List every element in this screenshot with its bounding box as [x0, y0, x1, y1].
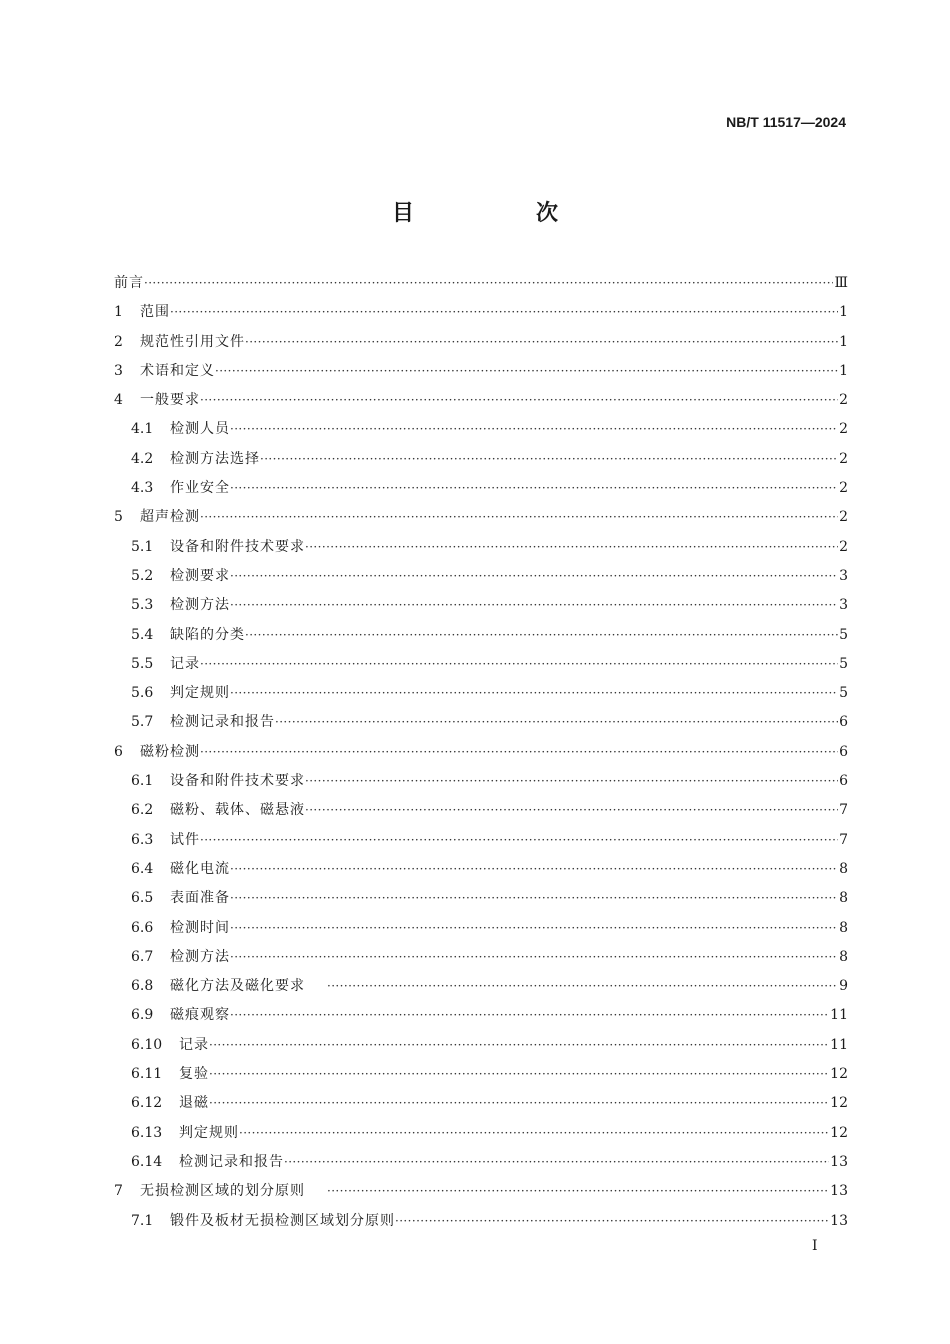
toc-entry-label: 磁化方法及磁化要求	[170, 978, 305, 995]
toc-entry-page: 2	[839, 538, 848, 555]
toc-entry-number: 5.4	[131, 626, 154, 643]
toc-entry[interactable]	[114, 914, 848, 943]
toc-entry-label: 检测人员	[170, 421, 230, 438]
toc-entry-label: 术语和定义	[140, 362, 215, 379]
toc-entry-number: 6.8	[131, 978, 154, 995]
toc-entry-number: 1	[114, 304, 123, 321]
toc-leader-dots	[245, 328, 838, 357]
standard-code: NB/T 11517—2024	[726, 114, 846, 130]
toc-entry-page: 8	[839, 890, 848, 907]
toc-leader-dots	[230, 591, 838, 620]
toc-leader-dots	[230, 415, 838, 444]
toc-entry-page: Ⅲ	[834, 275, 848, 291]
toc-leader-dots	[327, 1177, 829, 1206]
toc-entry[interactable]	[114, 1031, 848, 1060]
toc-entry-number: 5.6	[131, 685, 154, 702]
toc-entry-number: 5.2	[131, 567, 154, 584]
toc-entry-page: 3	[839, 597, 848, 614]
toc-entry-page: 8	[839, 948, 848, 965]
toc-entry[interactable]	[114, 796, 848, 825]
toc-entry-label: 退磁	[179, 1095, 209, 1112]
toc-entry[interactable]	[114, 386, 848, 415]
toc-leader-dots	[230, 914, 838, 943]
toc-leader-dots	[170, 298, 838, 327]
toc-entry[interactable]	[114, 943, 848, 972]
toc-entry-page: 6	[839, 743, 848, 760]
toc-entry-page: 2	[839, 480, 848, 497]
toc-entry-page: 13	[830, 1212, 848, 1229]
toc-entry-number: 7	[114, 1183, 123, 1200]
toc-entry-page: 13	[830, 1183, 848, 1200]
toc-entry-label: 检测时间	[170, 919, 230, 936]
toc-entry-page: 2	[839, 450, 848, 467]
toc-entry-label: 磁化电流	[170, 860, 230, 877]
page-number: Ⅰ	[812, 1238, 818, 1254]
toc-entry-label: 判定规则	[170, 685, 230, 702]
toc-entry-page: 2	[839, 509, 848, 526]
toc-entry-label: 记录	[179, 1036, 209, 1053]
toc-entry-page: 5	[839, 655, 848, 672]
toc-leader-dots	[200, 503, 838, 532]
toc-entry-page: 2	[839, 421, 848, 438]
toc-entry[interactable]	[114, 767, 848, 796]
toc-entry-label: 试件	[170, 831, 200, 848]
toc-leader-dots	[245, 621, 838, 650]
toc-entry-number: 4.3	[131, 480, 154, 497]
toc-entry-label: 无损检测区域的划分原则	[140, 1183, 305, 1200]
toc-entry-page: 7	[839, 831, 848, 848]
toc-entry[interactable]	[114, 621, 848, 650]
toc-leader-dots	[260, 445, 838, 474]
toc-entry-label: 检测记录和报告	[170, 714, 275, 731]
toc-entry-page: 1	[839, 362, 848, 379]
toc-entry-number: 2	[114, 333, 123, 350]
toc-entry-page: 11	[830, 1007, 848, 1024]
toc-entry-label: 前言	[114, 275, 144, 291]
toc-entry-number: 6.10	[131, 1036, 163, 1053]
toc-entry[interactable]	[114, 533, 848, 562]
toc-entry-page: 8	[839, 919, 848, 936]
toc-entry-page: 5	[839, 626, 848, 643]
toc-entry-label: 一般要求	[140, 392, 200, 409]
toc-entry-page: 8	[839, 860, 848, 877]
toc-entry-page: 5	[839, 685, 848, 702]
toc-entry-label: 范围	[140, 304, 170, 321]
toc-entry[interactable]	[114, 826, 848, 855]
toc-entry-number: 6.4	[131, 860, 154, 877]
toc-leader-dots	[230, 474, 838, 503]
toc-entry-number: 6.3	[131, 831, 154, 848]
toc-entry-label: 规范性引用文件	[140, 333, 245, 350]
toc-leader-dots	[230, 1001, 829, 1030]
toc-entry-label: 磁粉检测	[140, 743, 200, 760]
toc-entry[interactable]	[114, 591, 848, 620]
toc-leader-dots	[327, 972, 838, 1001]
toc-entry-page: 13	[830, 1153, 848, 1170]
toc-entry-number: 6.5	[131, 890, 154, 907]
toc-entry-page: 7	[839, 802, 848, 819]
toc-entry-number: 5.7	[131, 714, 154, 731]
toc-entry-page: 12	[830, 1124, 848, 1141]
toc-entry-label: 作业安全	[170, 480, 230, 497]
toc-entry-number: 7.1	[131, 1212, 154, 1229]
toc-leader-dots	[209, 1089, 829, 1118]
toc-entry[interactable]	[114, 679, 848, 708]
toc-entry[interactable]	[114, 357, 848, 386]
toc-entry-label: 设备和附件技术要求	[170, 538, 305, 555]
page-title: 目 次	[391, 201, 608, 226]
toc-entry-number: 4.1	[131, 421, 154, 438]
toc-entry-label: 设备和附件技术要求	[170, 773, 305, 790]
toc-entry[interactable]	[114, 503, 848, 532]
toc-entry-label: 磁粉、载体、磁悬液	[170, 802, 305, 819]
toc-leader-dots	[144, 269, 833, 298]
toc-entry[interactable]	[114, 1089, 848, 1118]
toc-leader-dots	[275, 708, 838, 737]
toc-entry-label: 检测方法	[170, 597, 230, 614]
toc-entry-page: 11	[830, 1036, 848, 1053]
toc-entry[interactable]	[114, 1177, 848, 1206]
toc-entry-number: 6.6	[131, 919, 154, 936]
toc-leader-dots	[200, 386, 838, 415]
toc-entry[interactable]	[114, 1060, 848, 1089]
toc-entry-label: 锻件及板材无损检测区域划分原则	[170, 1212, 395, 1229]
toc-entry[interactable]	[114, 269, 848, 298]
toc-entry[interactable]	[114, 972, 848, 1001]
toc-entry[interactable]	[114, 738, 848, 767]
toc-entry[interactable]	[114, 298, 848, 327]
toc-entry[interactable]	[114, 708, 848, 737]
toc-entry-page: 1	[839, 333, 848, 350]
toc-leader-dots	[230, 943, 838, 972]
toc-entry-number: 6.11	[131, 1066, 163, 1083]
toc-entry-number: 4	[114, 392, 123, 409]
toc-entry-number: 6.12	[131, 1095, 163, 1112]
toc-leader-dots	[305, 796, 838, 825]
toc-leader-dots	[305, 767, 838, 796]
toc-entry[interactable]	[114, 1001, 848, 1030]
toc-leader-dots	[395, 1207, 829, 1236]
toc-entry-label: 超声检测	[140, 509, 200, 526]
toc-entry-number: 6.1	[131, 773, 154, 790]
toc-entry-number: 5	[114, 509, 123, 526]
toc-entry-number: 5.1	[131, 538, 154, 555]
toc-entry-label: 表面准备	[170, 890, 230, 907]
toc-entry[interactable]	[114, 855, 848, 884]
toc-entry[interactable]	[114, 562, 848, 591]
toc-entry-page: 6	[839, 773, 848, 790]
toc-entry[interactable]	[114, 328, 848, 357]
toc-entry[interactable]	[114, 474, 848, 503]
toc-entry-number: 6.2	[131, 802, 154, 819]
toc-entry-label: 检测方法	[170, 948, 230, 965]
toc-entry[interactable]	[114, 650, 848, 679]
toc-entry-label: 检测记录和报告	[179, 1153, 284, 1170]
toc-entry[interactable]	[114, 1119, 848, 1148]
toc-entry-page: 9	[839, 978, 848, 995]
toc-entry-page: 12	[830, 1095, 848, 1112]
toc-entry-number: 6.14	[131, 1153, 163, 1170]
toc-leader-dots	[230, 679, 838, 708]
toc-entry-label: 记录	[170, 655, 200, 672]
toc-entry-number: 5.3	[131, 597, 154, 614]
toc-leader-dots	[200, 738, 838, 767]
toc-entry-label: 判定规则	[179, 1124, 239, 1141]
table-of-contents	[114, 269, 848, 1236]
toc-entry[interactable]	[114, 1207, 848, 1236]
toc-entry-number: 5.5	[131, 655, 154, 672]
toc-leader-dots	[230, 855, 838, 884]
toc-entry-number: 6.13	[131, 1124, 163, 1141]
toc-entry-number: 6.9	[131, 1007, 154, 1024]
toc-entry[interactable]	[114, 415, 848, 444]
toc-leader-dots	[230, 562, 838, 591]
toc-entry-page: 6	[839, 714, 848, 731]
toc-entry-label: 缺陷的分类	[170, 626, 245, 643]
toc-leader-dots	[230, 884, 838, 913]
toc-entry-page: 3	[839, 567, 848, 584]
toc-leader-dots	[200, 826, 838, 855]
toc-entry-page: 2	[839, 392, 848, 409]
toc-entry-label: 检测要求	[170, 567, 230, 584]
toc-entry[interactable]	[114, 1148, 848, 1177]
toc-leader-dots	[200, 650, 838, 679]
toc-entry-label: 复验	[179, 1066, 209, 1083]
toc-leader-dots	[209, 1031, 829, 1060]
toc-entry-label: 检测方法选择	[170, 450, 260, 467]
toc-entry-page: 1	[839, 304, 848, 321]
toc-entry-number: 4.2	[131, 450, 154, 467]
toc-leader-dots	[284, 1148, 829, 1177]
toc-entry-number: 3	[114, 362, 123, 379]
toc-leader-dots	[305, 533, 838, 562]
toc-leader-dots	[215, 357, 838, 386]
toc-entry[interactable]	[114, 445, 848, 474]
toc-entry-label: 磁痕观察	[170, 1007, 230, 1024]
toc-entry-number: 6.7	[131, 948, 154, 965]
toc-leader-dots	[209, 1060, 829, 1089]
toc-entry[interactable]	[114, 884, 848, 913]
toc-entry-number: 6	[114, 743, 123, 760]
toc-entry-page: 12	[830, 1066, 848, 1083]
toc-leader-dots	[239, 1119, 829, 1148]
